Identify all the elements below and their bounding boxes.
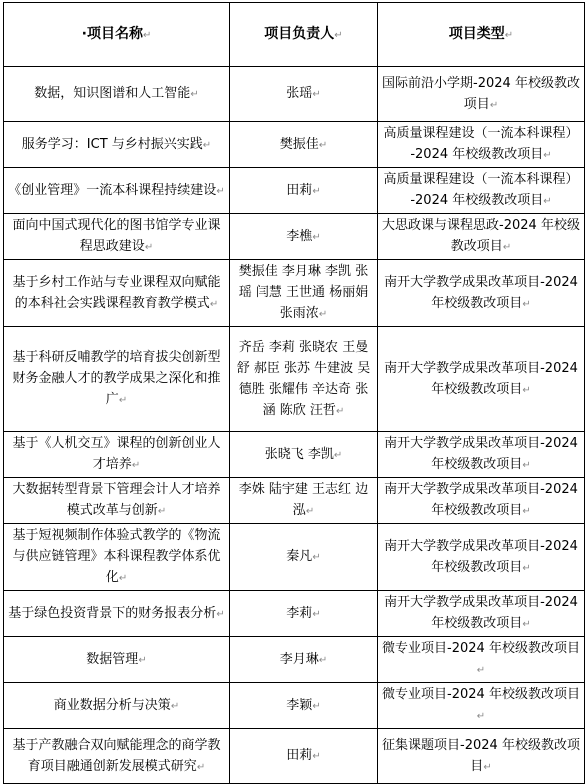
cell-project-leader: 张瑶↵ <box>230 67 378 122</box>
cell-project-type: 南开大学教学成果改革项目-2024 年校级教改项目↵ <box>378 478 585 524</box>
cell-project-type: 高质量课程建设（一流本科课程）-2024 年校级教改项目↵ <box>378 122 585 168</box>
table-row <box>4 432 585 478</box>
table-row <box>4 478 585 524</box>
cell-project-leader: 李樵↵ <box>230 214 378 260</box>
cell-project-leader: 李莉↵ <box>230 591 378 637</box>
header-project-leader: 项目负责人↵ <box>230 3 378 67</box>
cell-project-name: 商业数据分析与决策↵ <box>4 683 230 729</box>
table-row <box>4 122 585 168</box>
cell-project-name: 基于科研反哺教学的培育拔尖创新型财务金融人才的教学成果之深化和推广↵ <box>4 327 230 432</box>
cell-project-name: 基于短视频制作体验式教学的《物流与供应链管理》本科课程教学体系优化↵ <box>4 524 230 591</box>
cell-project-name: 数据，知识图谱和人工智能↵ <box>4 67 230 122</box>
table-row <box>4 637 585 683</box>
cell-project-name: 基于绿色投资背景下的财务报表分析↵ <box>4 591 230 637</box>
table-row <box>4 168 585 214</box>
cell-project-name: 面向中国式现代化的图书馆学专业课程思政建设↵ <box>4 214 230 260</box>
cell-project-leader: 齐岳 李莉 张晓农 王曼舒 郝臣 张苏 牛建波 吴德胜 张耀伟 辛达奇 张涵 陈欣 汪哲↵ <box>230 327 378 432</box>
cell-project-type: 微专业项目-2024 年校级教改项目↵ <box>378 637 585 683</box>
header-project-type: 项目类型↵ <box>378 3 585 67</box>
cell-project-leader: 秦凡↵ <box>230 524 378 591</box>
table-row <box>4 524 585 591</box>
cell-project-name: 基于产教融合双向赋能理念的商学教育项目融通创新发展模式研究↵ <box>4 729 230 784</box>
cell-project-type: 南开大学教学成果改革项目-2024 年校级教改项目↵ <box>378 432 585 478</box>
cell-project-name: 基于乡村工作站与专业课程双向赋能的本科社会实践课程教育教学模式↵ <box>4 260 230 327</box>
cell-project-type: 南开大学教学成果改革项目-2024 年校级教改项目↵ <box>378 327 585 432</box>
cell-project-name: 基于《人机交互》课程的创新创业人才培养↵ <box>4 432 230 478</box>
cell-project-name: 数据管理↵ <box>4 637 230 683</box>
cell-project-type: 微专业项目-2024 年校级教改项目↵ <box>378 683 585 729</box>
table-row <box>4 260 585 327</box>
cell-project-name: 服务学习：ICT 与乡村振兴实践↵ <box>4 122 230 168</box>
cell-project-name: 大数据转型背景下管理会计人才培养模式改革与创新↵ <box>4 478 230 524</box>
header-project-name: ·项目名称↵ <box>4 3 230 67</box>
table-row <box>4 214 585 260</box>
cell-project-leader: 李姝 陆宇建 王志红 边泓↵ <box>230 478 378 524</box>
project-table <box>3 2 585 784</box>
cell-project-name: 《创业管理》一流本科课程持续建设↵ <box>4 168 230 214</box>
table-row <box>4 67 585 122</box>
table-row <box>4 683 585 729</box>
table-row <box>4 591 585 637</box>
cell-project-leader: 樊振佳 李月琳 李凯 张瑶 闫慧 王世通 杨丽娟 张雨浓↵ <box>230 260 378 327</box>
cell-project-leader: 李颖↵ <box>230 683 378 729</box>
cell-project-type: 南开大学教学成果改革项目-2024 年校级教改项目↵ <box>378 591 585 637</box>
table-row <box>4 327 585 432</box>
cell-project-type: 征集课题项目-2024 年校级教改项目↵ <box>378 729 585 784</box>
header-row <box>4 3 585 67</box>
cell-project-type: 南开大学教学成果改革项目-2024 年校级教改项目↵ <box>378 260 585 327</box>
cell-project-leader: 李月琳↵ <box>230 637 378 683</box>
cell-project-type: 国际前沿小学期-2024 年校级教改项目↵ <box>378 67 585 122</box>
cell-project-type: 大思政课与课程思政-2024 年校级教改项目↵ <box>378 214 585 260</box>
cell-project-leader: 田莉↵ <box>230 168 378 214</box>
cell-project-leader: 田莉↵ <box>230 729 378 784</box>
table-row <box>4 729 585 784</box>
cell-project-type: 高质量课程建设（一流本科课程）-2024 年校级教改项目↵ <box>378 168 585 214</box>
cell-project-type: 南开大学教学成果改革项目-2024 年校级教改项目↵ <box>378 524 585 591</box>
cell-project-leader: 张晓飞 李凯↵ <box>230 432 378 478</box>
cell-project-leader: 樊振佳↵ <box>230 122 378 168</box>
